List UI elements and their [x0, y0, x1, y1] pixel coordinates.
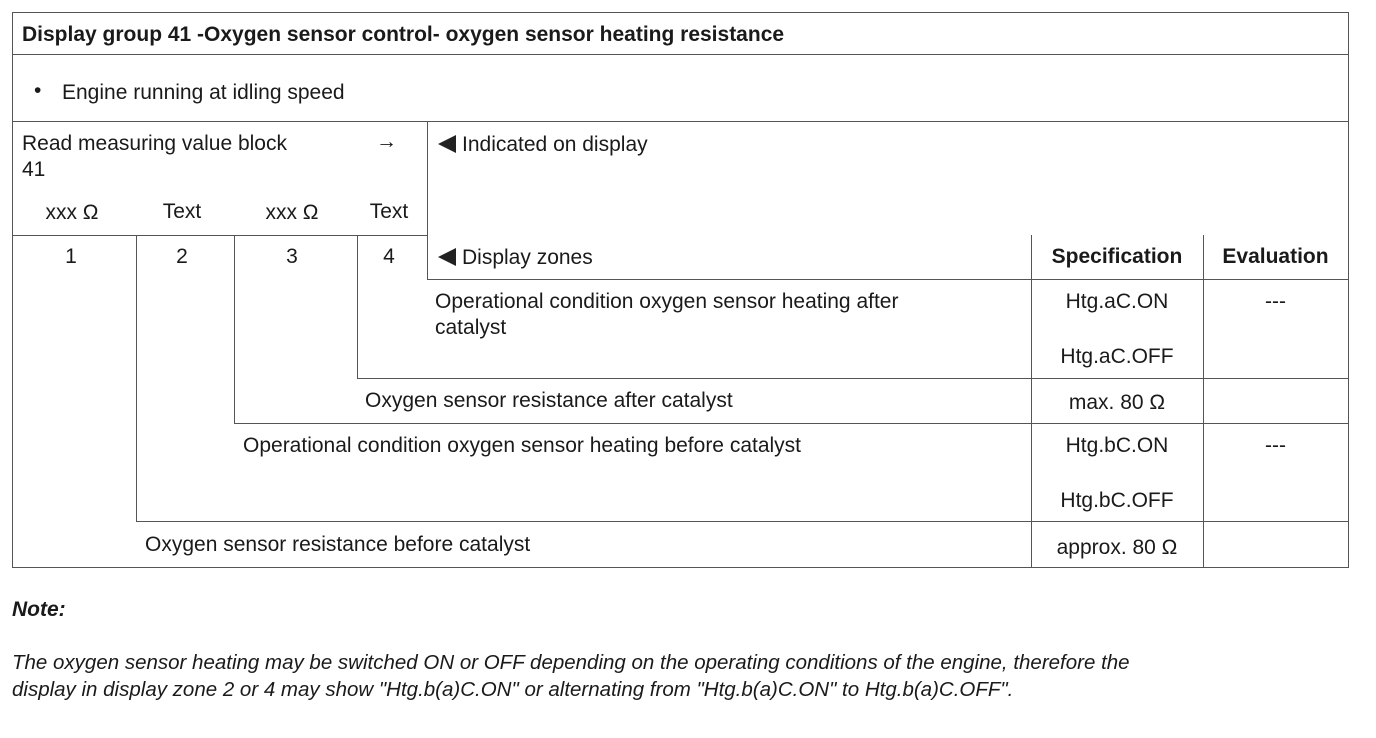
rule: [12, 121, 1349, 122]
row-zone1-description: Oxygen sensor resistance before catalyst: [145, 533, 531, 556]
display-zones-header: Display zones: [438, 245, 593, 270]
zone-number-4: 4: [383, 245, 395, 268]
rule: [12, 54, 1349, 55]
pointer-triangle-icon: [438, 135, 456, 153]
row-zone4-spec-on: Htg.aC.ON: [1065, 290, 1169, 313]
zone-number-3: 3: [286, 245, 298, 268]
rule: [1203, 235, 1204, 568]
arrow-icon: →: [376, 130, 397, 153]
rule: [1348, 12, 1349, 568]
unit-zone-1: xxx Ω: [45, 201, 99, 224]
row-zone2-description: Operational condition oxygen sensor heating before catalyst: [243, 434, 802, 457]
row-zone3-description: Oxygen sensor resistance after catalyst: [365, 389, 733, 412]
row-zone4-evaluation: ---: [1265, 290, 1286, 313]
rule: [427, 279, 1349, 280]
evaluation-header: Evaluation: [1222, 245, 1329, 268]
row-zone4-spec-off: Htg.aC.OFF: [1060, 345, 1174, 368]
rule: [12, 12, 1349, 13]
rule: [427, 121, 428, 280]
note-line-1: The oxygen sensor heating may be switched ON or OFF depending on the operating conditions of the engine, therefore the: [12, 651, 1130, 674]
unit-zone-3: xxx Ω: [265, 201, 319, 224]
table-title: Display group 41 -Oxygen sensor control- oxygen sensor heating resistance: [22, 23, 785, 46]
row-zone4-description-line2: catalyst: [435, 316, 507, 339]
zone-number-2: 2: [176, 245, 188, 268]
note-heading: Note:: [12, 598, 66, 621]
unit-zone-2: Text: [162, 200, 202, 223]
row-zone2-spec-off: Htg.bC.OFF: [1060, 489, 1174, 512]
rule: [12, 12, 13, 568]
rule: [136, 521, 1349, 522]
zone-number-1: 1: [65, 245, 77, 268]
unit-zone-4: Text: [369, 200, 409, 223]
row-zone4-description-line1: Operational condition oxygen sensor heating after: [435, 290, 899, 313]
rule: [12, 567, 1349, 568]
indicated-on-display: Indicated on display: [438, 132, 648, 157]
row-zone2-spec-on: Htg.bC.ON: [1065, 434, 1169, 457]
condition-text: Engine running at idling speed: [62, 81, 345, 104]
specification-header: Specification: [1051, 245, 1183, 268]
rule: [234, 423, 1349, 424]
read-block-number: 41: [22, 158, 46, 181]
condition-bullet: •: [34, 79, 42, 102]
pointer-triangle-icon: [438, 248, 456, 266]
row-zone2-evaluation: ---: [1265, 434, 1286, 457]
row-zone3-spec: max. 80 Ω: [1068, 391, 1166, 414]
rule: [357, 378, 1349, 379]
rule: [12, 235, 428, 236]
row-zone1-spec: approx. 80 Ω: [1056, 536, 1178, 559]
read-block-label: Read measuring value block: [22, 132, 287, 155]
note-line-2: display in display zone 2 or 4 may show "Htg.b(a)C.ON" or alternating from "Htg.b(a)C.ON" to Htg.b(a)C.OFF".: [12, 678, 1014, 701]
rule: [136, 235, 137, 522]
